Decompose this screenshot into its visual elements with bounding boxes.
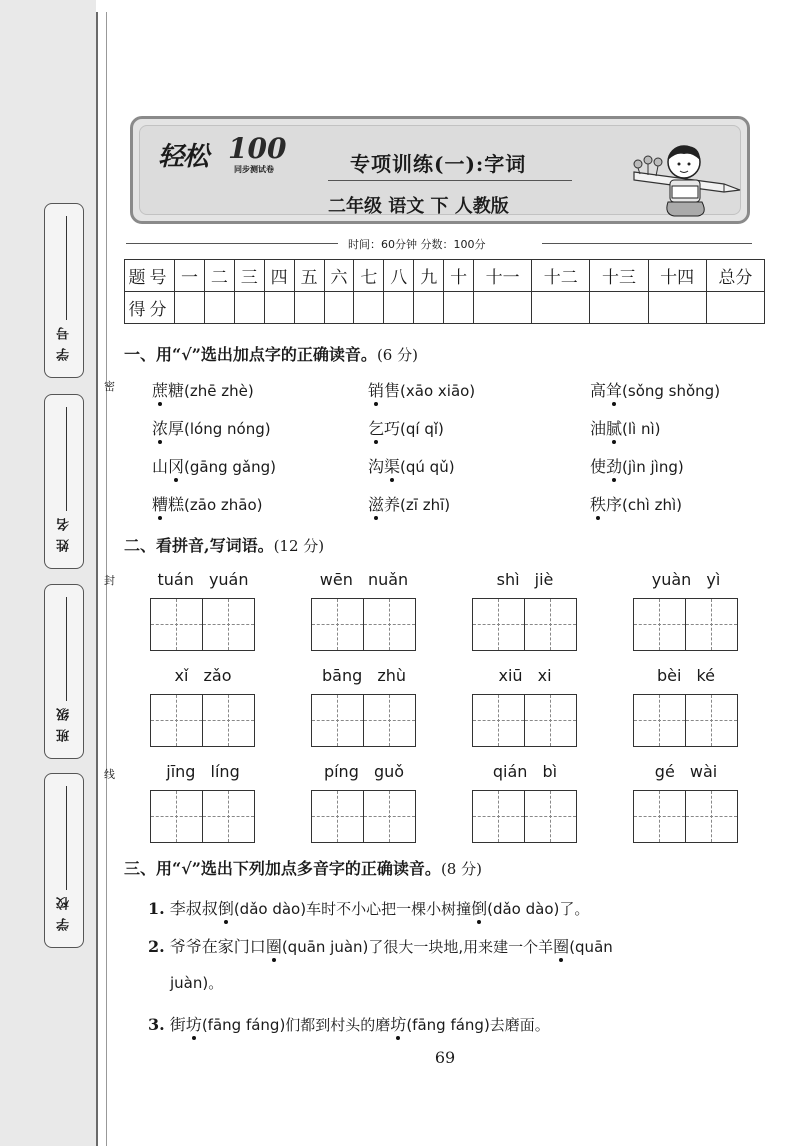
question-number: 3. [148,1015,165,1034]
tian-grid [150,598,256,651]
char: 沟 [368,457,385,476]
timeline-rule-left [126,243,338,244]
fill-line [66,597,67,701]
pinyin-prompt: tuán yuán [157,570,249,589]
pinyin-choice[interactable] [368,492,450,515]
word-writing-item [150,666,256,747]
table-cell: 十三 [590,260,648,292]
student-name-field[interactable] [44,394,84,569]
word-writing-item [311,570,417,651]
field-label: 学号 [57,319,72,361]
score-header-row [125,260,765,292]
word-writing-item [311,762,417,843]
writing-box[interactable] [150,598,203,651]
dotted-char: 销 [368,381,385,400]
question-number: 1. [148,899,165,918]
table-cell: 题号 [125,260,175,292]
field-label: 班级 [57,700,72,742]
sentence-text: (quān juàn)了很大一块地,用来建一个羊 [281,938,554,956]
seal-mark: 线 [104,768,115,781]
exam-time-info: 时间：60分钟 分数：100分 [348,238,486,251]
tian-grid [311,598,417,651]
pinyin-options: (jìn jìng) [622,458,684,476]
writing-box[interactable] [202,598,255,651]
score-input-cell[interactable] [706,292,764,324]
writing-box[interactable] [633,790,686,843]
pinyin-options: (zāo zhāo) [184,496,263,514]
char: 厚 [168,419,185,438]
page-number: 69 [434,1048,456,1067]
fill-line [66,407,67,511]
pinyin-choice[interactable] [152,378,254,401]
score-input-cell[interactable] [414,292,444,324]
table-cell: 九 [414,260,444,292]
section-points: (6 分) [376,346,418,364]
table-cell: 一 [175,260,205,292]
word-writing-item [311,666,417,747]
boy-reading-with-pen-icon [628,140,746,220]
writing-box[interactable] [363,790,416,843]
binding-line [96,12,98,1146]
dotted-char: 腻 [606,419,623,438]
writing-box[interactable] [524,694,577,747]
dotted-char: 浓 [152,419,169,438]
table-cell: 得分 [125,292,175,324]
pinyin-choice[interactable] [590,378,720,401]
fill-line [66,786,67,890]
writing-box[interactable] [311,790,364,843]
dotted-char: 坊 [185,1015,202,1034]
section-3-heading [124,856,482,879]
score-input-cell[interactable] [264,292,294,324]
score-input-cell[interactable] [444,292,474,324]
pinyin-options: (zī zhī) [400,496,451,514]
char: 糖 [168,381,185,400]
dotted-char: 乞 [368,419,385,438]
pinyin-options: (zhē zhè) [184,382,254,400]
char: 使 [590,457,607,476]
pinyin-prompt: jīng líng [166,762,240,781]
score-input-cell[interactable] [648,292,706,324]
score-input-cell[interactable] [354,292,384,324]
fill-line [66,216,67,320]
pinyin-choice[interactable] [152,416,271,439]
word-writing-item [472,666,578,747]
section-points: (12 分) [273,537,325,555]
writing-box[interactable] [685,598,738,651]
word-writing-item [633,570,739,651]
word-writing-item [633,666,739,747]
score-input-cell[interactable] [590,292,648,324]
page-subtitle: 二年级 语文 下 人教版 [328,196,509,217]
table-cell: 总分 [706,260,764,292]
sentence-text: 李叔叔 [169,899,218,918]
word-writing-item [150,762,256,843]
table-cell: 三 [234,260,264,292]
brand-logo: 轻松 [158,142,209,172]
dotted-char: 蔗 [152,381,169,400]
pinyin-options: (qí qǐ) [400,420,444,438]
pinyin-options: (xāo xiāo) [400,382,476,400]
header-banner [130,116,750,224]
dotted-char: 圈 [553,937,570,956]
writing-box[interactable] [311,598,364,651]
pinyin-prompt: shì jiè [496,570,554,589]
tian-grid [472,790,578,843]
section-title: 二、看拼音,写词语。 [124,536,274,555]
writing-box[interactable] [633,598,686,651]
pinyin-choice[interactable] [590,416,661,439]
section-2-heading [124,533,324,556]
table-cell: 二 [204,260,234,292]
polyphone-question-3[interactable] [148,1012,550,1035]
dotted-char: 倒 [217,899,234,918]
table-cell: 十 [444,260,474,292]
char: 高 [590,381,607,400]
tian-grid [633,694,739,747]
pinyin-prompt: yuàn yì [651,570,721,589]
pinyin-choice[interactable] [590,454,684,477]
timeline-rule-right [542,243,752,244]
pinyin-choice[interactable] [152,492,263,515]
polyphone-question-2-continued [170,972,223,993]
table-cell: 十一 [474,260,532,292]
writing-box[interactable] [685,694,738,747]
score-input-cell[interactable] [324,292,354,324]
table-cell: 十二 [532,260,590,292]
char: 序 [606,495,623,514]
writing-box[interactable] [202,694,255,747]
pinyin-prompt: xǐ zǎo [174,666,232,685]
writing-box[interactable] [633,694,686,747]
table-cell: 五 [294,260,324,292]
dotted-char: 滋 [368,495,385,514]
writing-box[interactable] [150,694,203,747]
char: 油 [590,419,607,438]
student-number-field[interactable] [44,203,84,378]
char: 养 [384,495,401,514]
score-input-cell[interactable] [175,292,205,324]
pinyin-prompt: gé wài [654,762,718,781]
brand-logo-number: 100 [228,132,287,165]
word-writing-item [472,570,578,651]
pinyin-options: (lóng nóng) [184,420,271,438]
word-writing-item [633,762,739,843]
tian-grid [311,694,417,747]
score-table [124,259,765,324]
sentence-text: (fāng fáng)去磨面。 [406,1016,550,1034]
binding-margin [0,0,96,1146]
pinyin-choice[interactable] [368,416,444,439]
dotted-char: 糟 [152,495,169,514]
dotted-char: 坊 [390,1015,407,1034]
writing-box[interactable] [472,790,525,843]
seal-mark: 封 [104,574,115,587]
field-label: 学校 [57,889,72,931]
pinyin-prompt: xiū xi [498,666,552,685]
sentence-text: 街 [169,1015,186,1034]
section-1-heading [124,342,418,365]
char: 售 [384,381,401,400]
pinyin-options: (chì zhì) [622,496,682,514]
banner-inner [139,125,741,215]
sentence-text: 爷爷在家门口 [169,937,266,956]
tian-grid [633,598,739,651]
dotted-char: 秩 [590,495,607,514]
section-title: 一、用“√”选出加点字的正确读音。 [124,345,377,364]
table-cell: 十四 [648,260,706,292]
score-input-cell[interactable] [204,292,234,324]
score-input-cell[interactable] [234,292,264,324]
polyphone-question-2[interactable] [148,934,613,957]
pinyin-choice[interactable] [368,378,475,401]
writing-box[interactable] [202,790,255,843]
pinyin-prompt: píng guǒ [323,762,405,781]
pinyin-options: (lì nì) [622,420,661,438]
score-input-cell[interactable] [532,292,590,324]
score-input-cell[interactable] [384,292,414,324]
dotted-char: 冈 [168,457,185,476]
page-title: 专项训练(一):字词 [350,152,527,176]
dotted-char: 耸 [606,381,623,400]
table-cell: 八 [384,260,414,292]
brand-subtitle: 同步测试卷 [234,164,274,174]
dotted-char: 渠 [384,457,401,476]
pinyin-choice[interactable] [368,454,455,477]
pinyin-choice[interactable] [152,454,276,477]
char: 巧 [384,419,401,438]
char: 糕 [168,495,185,514]
writing-box[interactable] [363,598,416,651]
score-row [125,292,765,324]
section-points: (8 分) [440,860,482,878]
sentence-text: (dǎo dào)了。 [487,900,590,918]
tian-grid [311,790,417,843]
writing-box[interactable] [524,598,577,651]
seal-mark: 密 [104,380,115,393]
sentence-text: (fāng fáng)们都到村头的磨 [201,1016,391,1034]
score-input-cell[interactable] [294,292,324,324]
pinyin-prompt: bèi ké [656,666,716,685]
pinyin-prompt: bāng zhù [321,666,407,685]
polyphone-question-1[interactable] [148,896,589,919]
class-field[interactable] [44,584,84,759]
school-field[interactable] [44,773,84,948]
writing-box[interactable] [685,790,738,843]
exam-time-line [126,236,752,250]
writing-box[interactable] [150,790,203,843]
writing-box[interactable] [524,790,577,843]
table-cell: 四 [264,260,294,292]
section-title: 三、用“√”选出下列加点多音字的正确读音。 [124,859,441,878]
tian-grid [472,694,578,747]
pinyin-options: (sǒng shǒng) [622,382,721,400]
pinyin-options: (qú qǔ) [400,458,455,476]
sentence-text: juàn)。 [170,974,224,992]
tian-grid [633,790,739,843]
dotted-char: 圈 [265,937,282,956]
pinyin-prompt: wēn nuǎn [319,570,409,589]
question-number: 2. [148,937,165,956]
char: 山 [152,457,169,476]
dotted-char: 倒 [471,899,488,918]
word-writing-item [150,570,256,651]
sentence-text: (dǎo dào)车时不小心把一棵小树撞 [233,900,472,918]
dotted-char: 劲 [606,457,623,476]
writing-box[interactable] [311,694,364,747]
pinyin-choice[interactable] [590,492,682,515]
tian-grid [150,694,256,747]
word-writing-item [472,762,578,843]
sentence-text: (quān [569,938,613,956]
pinyin-options: (gāng gǎng) [184,458,276,476]
table-cell: 七 [354,260,384,292]
tian-grid [472,598,578,651]
title-divider [328,180,572,181]
score-input-cell[interactable] [474,292,532,324]
writing-box[interactable] [472,598,525,651]
table-cell: 六 [324,260,354,292]
tian-grid [150,790,256,843]
field-label: 姓名 [57,510,72,552]
pinyin-prompt: qián bì [492,762,558,781]
writing-box[interactable] [472,694,525,747]
writing-box[interactable] [363,694,416,747]
